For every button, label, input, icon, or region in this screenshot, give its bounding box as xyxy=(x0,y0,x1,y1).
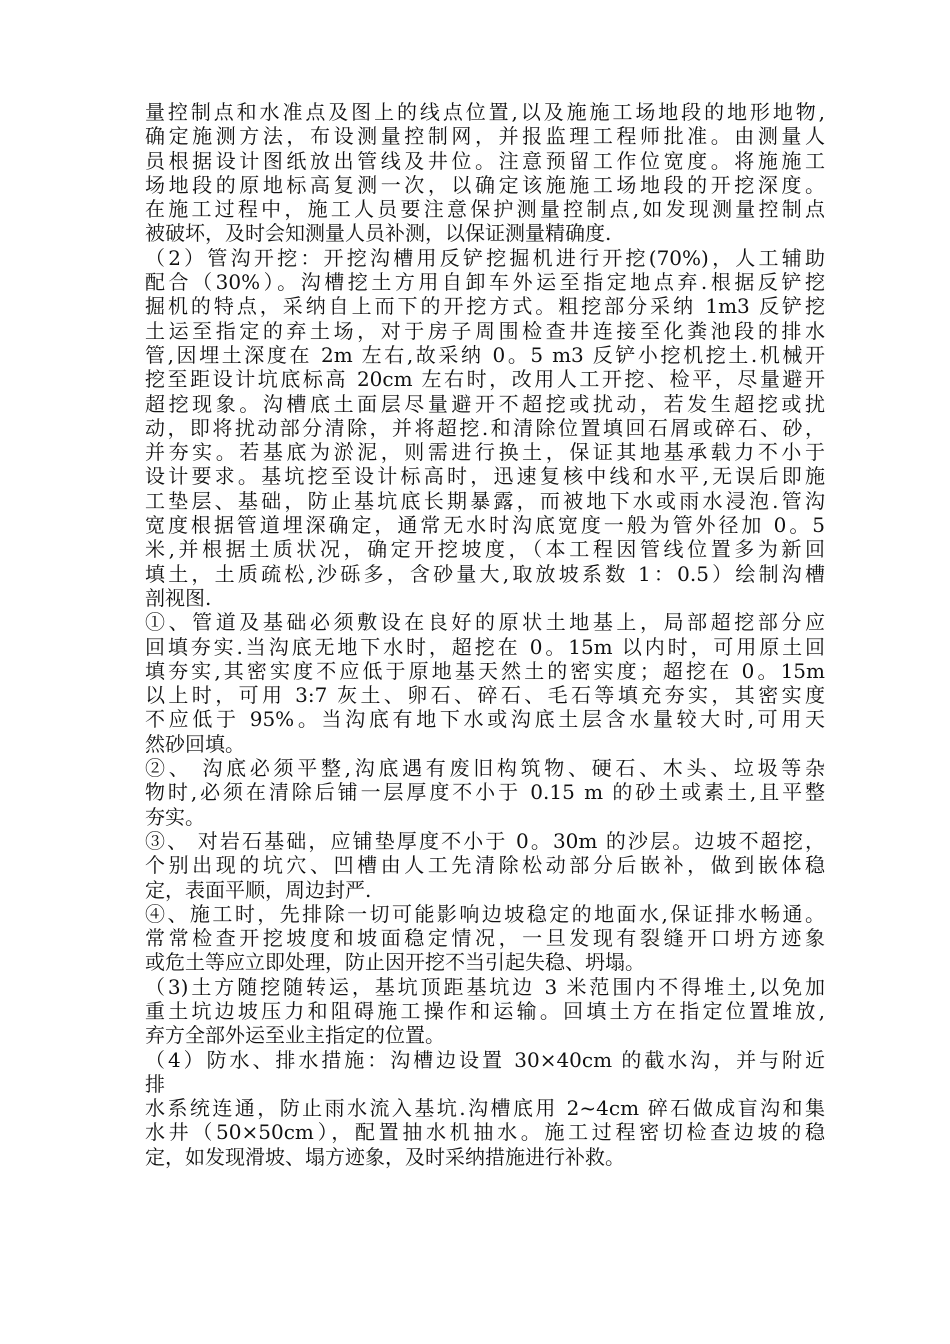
text-line: 水井（50×50cm），配置抽水机抽水。施工过程密切检查边坡的稳 xyxy=(145,1120,825,1145)
text-line: 水系统连通，防止雨水流入基坑.沟槽底用 2~4cm 碎石做成盲沟和集 xyxy=(145,1096,825,1121)
text-line: 物时,必须在清除后铺一层厚度不小于 0.15 m 的砂土或素土,且平整 xyxy=(145,780,825,805)
text-line: 被破坏，及时会知测量人员补测，以保证测量精确度. xyxy=(145,221,612,246)
text-line: ④、施工时，先排除一切可能影响边坡稳定的地面水,保证排水畅通。 xyxy=(145,901,825,926)
text-line: 设计要求。基坑挖至设计标高时，迅速复核中线和水平,无误后即施 xyxy=(145,464,825,489)
text-line: 或危土等应立即处理，防止因开挖不当引起失稳、坍塌。 xyxy=(145,950,645,975)
text-line: 然砂回填。 xyxy=(145,731,245,756)
text-line: ②、 沟底必须平整,沟底遇有废旧构筑物、硬石、木头、垃圾等杂 xyxy=(145,756,825,781)
text-line: 在施工过程中，施工人员要注意保护测量控制点,如发现测量控制点 xyxy=(145,197,825,222)
text-line: 夯实。 xyxy=(145,804,205,829)
text-line: ③、 对岩石基础，应铺垫厚度不小于 0。30m 的沙层。边坡不超挖， xyxy=(145,828,825,853)
text-line: 定，如发现滑坡、塌方迹象，及时采纳措施进行补救。 xyxy=(145,1144,625,1169)
text-line: 回填夯实.当沟底无地下水时，超挖在 0。15m 以内时，可用原土回 xyxy=(145,634,825,659)
text-line: 不应低于 95%。当沟底有地下水或沟底土层含水量较大时,可用天 xyxy=(145,707,825,732)
text-line: 以上时，可用 3:7 灰土、卵石、碎石、毛石等填充夯实，其密实度 xyxy=(145,683,825,708)
text-line: 动，即将扰动部分清除，并将超挖.和清除位置填回石屑或碎石、砂， xyxy=(145,415,825,440)
text-line: 常常检查开挖坡度和坡面稳定情况，一旦发现有裂缝开口坍方迹象 xyxy=(145,926,825,951)
text-line: 填夯实,其密实度不应低于原地基天然土的密实度；超挖在 0。15m xyxy=(145,658,825,683)
text-line: 员根据设计图纸放出管线及井位。注意预留工作位宽度。将施施工 xyxy=(145,148,825,173)
text-line: 配合（30%）。沟槽挖土方用自卸车外运至指定地点弃.根据反铲挖 xyxy=(145,270,825,295)
text-line: 宽度根据管道埋深确定，通常无水时沟底宽度一般为管外径加 0。5 xyxy=(145,513,825,538)
text-line: 排 xyxy=(145,1071,165,1096)
text-line: 确定施测方法，布设测量控制网，并报监理工程师批准。由测量人 xyxy=(145,124,825,149)
text-line: 填土，土质疏松,沙砾多，含砂量大,取放坡系数 1：0.5）绘制沟槽 xyxy=(145,561,825,586)
text-line: 超挖现象。沟槽底土面层尽量避开不超挖或扰动，若发生超挖或扰 xyxy=(145,391,825,416)
text-line: 弃方全部外运至业主指定的位置。 xyxy=(145,1023,445,1048)
text-line: 量控制点和水准点及图上的线点位置,以及施施工场地段的地形地物, xyxy=(145,100,825,124)
text-line: 并夯实。若基底为淤泥，则需进行换土，保证其地基承载力不小于 xyxy=(145,440,825,465)
text-line: 剖视图. xyxy=(145,585,212,610)
text-line: 场地段的原地标高复测一次，以确定该施施工场地段的开挖深度。 xyxy=(145,172,825,197)
text-line: 定，表面平顺，周边封严. xyxy=(145,877,372,902)
text-line: 米,并根据土质状况，确定开挖坡度，（本工程因管线位置多为新回 xyxy=(145,537,825,562)
text-line: 掘机的特点，采纳自上而下的开挖方式。粗挖部分采纳 1m3 反铲挖 xyxy=(145,294,825,319)
text-line: 工垫层、基础，防止基坑底长期暴露，而被地下水或雨水浸泡.管沟 xyxy=(145,488,825,513)
text-line: 个别出现的坑穴、凹槽由人工先清除松动部分后嵌补，做到嵌体稳 xyxy=(145,853,825,878)
text-line: 挖至距设计坑底标高 20cm 左右时，改用人工开挖、检平，尽量避开 xyxy=(145,367,825,392)
text-line: 重土坑边坡压力和阻碍施工操作和运输。回填土方在指定位置堆放, xyxy=(145,998,825,1023)
text-line: ①、管道及基础必须敷设在良好的原状土地基上，局部超挖部分应 xyxy=(145,610,825,635)
text-line: （3)土方随挖随转运，基坑顶距基坑边 3 米范围内不得堆土,以免加 xyxy=(145,974,825,999)
text-line: （4）防水、排水措施：沟槽边设置 30×40cm 的截水沟，并与附近 xyxy=(145,1047,825,1072)
text-line: （2）管沟开挖：开挖沟槽用反铲挖掘机进行开挖(70%)，人工辅助 xyxy=(145,245,825,270)
text-line: 土运至指定的弃土场，对于房子周围检查井连接至化粪池段的排水 xyxy=(145,318,825,343)
text-line: 管,因埋土深度在 2m 左右,故采纳 0。5 m3 反铲小挖机挖土.机械开 xyxy=(145,342,825,367)
body-text xyxy=(145,100,825,1169)
